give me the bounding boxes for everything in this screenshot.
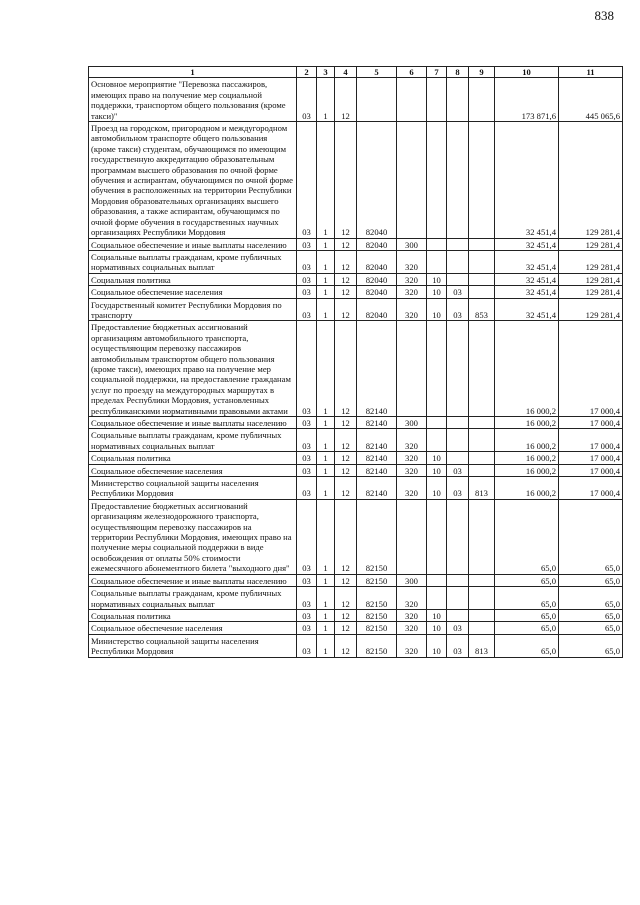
- amount-11: 65,0: [559, 622, 623, 634]
- code-5: [357, 78, 397, 122]
- code-8: [447, 250, 469, 273]
- code-6: 320: [397, 587, 427, 610]
- row-label: Социальные выплаты гражданам, кроме публичных нормативных социальных выплат: [89, 429, 297, 452]
- row-label: Проезд на городском, пригородном и междугородном автомобильном транспорте общего пользования (кроме такси) студентам, обучающимся по имеющим государственную аккредитацию образовательным программам высшего образования по очной форме обучения и аспирантам, обучающимся по очной форме обучения в расположенных на территории Республики Мордовия образовательных организациях высшего образования, а также аспирантам, обучающимся по очной форме обучения в государственных научных организациях Республики Мордовия: [89, 122, 297, 238]
- code-8: [447, 417, 469, 429]
- code-9: [469, 587, 495, 610]
- code-8: 03: [447, 634, 469, 657]
- amount-10: 173 871,6: [495, 78, 559, 122]
- code-7: 10: [427, 622, 447, 634]
- code-4: 12: [335, 464, 357, 476]
- code-4: 12: [335, 477, 357, 500]
- code-7: 10: [427, 464, 447, 476]
- code-6: 320: [397, 298, 427, 321]
- table-row: [89, 78, 623, 122]
- code-2: 03: [297, 609, 317, 621]
- code-7: 10: [427, 477, 447, 500]
- code-8: 03: [447, 477, 469, 500]
- code-5: 82150: [357, 634, 397, 657]
- amount-11: 17 000,4: [559, 464, 623, 476]
- code-7: [427, 238, 447, 250]
- code-3: 1: [317, 286, 335, 298]
- code-8: [447, 273, 469, 285]
- amount-11: 129 281,4: [559, 250, 623, 273]
- code-8: 03: [447, 298, 469, 321]
- amount-10: 65,0: [495, 499, 559, 574]
- table-row: [89, 417, 623, 429]
- code-7: [427, 250, 447, 273]
- code-7: [427, 78, 447, 122]
- code-4: 12: [335, 250, 357, 273]
- column-header: 3: [317, 67, 335, 78]
- row-label: Социальное обеспечение и иные выплаты населению: [89, 238, 297, 250]
- row-label: Предоставление бюджетных ассигнований организациям автомобильного транспорта, осуществляющим перевозку пассажиров автомобильным транспортом общего пользования (кроме такси), имеющих право на получение мер социальной поддержки, на предоставление гражданам услуг по проезду на междугородных маршрутах в пределах Республики Мордовия, установленных республиканскими нормативными правовыми актами: [89, 321, 297, 417]
- code-2: 03: [297, 238, 317, 250]
- code-3: 1: [317, 587, 335, 610]
- code-7: 10: [427, 298, 447, 321]
- code-5: 82140: [357, 464, 397, 476]
- code-3: 1: [317, 477, 335, 500]
- code-5: 82040: [357, 238, 397, 250]
- code-6: [397, 321, 427, 417]
- code-9: 813: [469, 477, 495, 500]
- column-header: 7: [427, 67, 447, 78]
- amount-10: 32 451,4: [495, 286, 559, 298]
- amount-11: 17 000,4: [559, 477, 623, 500]
- code-2: 03: [297, 587, 317, 610]
- code-9: [469, 417, 495, 429]
- row-label: Министерство социальной защиты населения Республики Мордовия: [89, 477, 297, 500]
- code-8: [447, 499, 469, 574]
- amount-10: 16 000,2: [495, 321, 559, 417]
- column-header: 8: [447, 67, 469, 78]
- code-9: [469, 609, 495, 621]
- code-3: 1: [317, 464, 335, 476]
- code-9: [469, 574, 495, 586]
- code-2: 03: [297, 634, 317, 657]
- amount-11: 17 000,4: [559, 417, 623, 429]
- amount-11: 445 065,6: [559, 78, 623, 122]
- code-6: 320: [397, 452, 427, 464]
- code-3: 1: [317, 321, 335, 417]
- code-6: 320: [397, 609, 427, 621]
- table-row: [89, 609, 623, 621]
- code-7: [427, 417, 447, 429]
- row-label: Социальное обеспечение населения: [89, 464, 297, 476]
- column-header: 2: [297, 67, 317, 78]
- table-row: [89, 622, 623, 634]
- code-6: 300: [397, 574, 427, 586]
- code-3: 1: [317, 78, 335, 122]
- code-8: [447, 574, 469, 586]
- code-6: 320: [397, 622, 427, 634]
- amount-10: 16 000,2: [495, 477, 559, 500]
- code-3: 1: [317, 452, 335, 464]
- amount-11: 65,0: [559, 499, 623, 574]
- code-6: 320: [397, 477, 427, 500]
- table-row: [89, 250, 623, 273]
- code-4: 12: [335, 609, 357, 621]
- code-2: 03: [297, 574, 317, 586]
- code-8: [447, 609, 469, 621]
- code-2: 03: [297, 286, 317, 298]
- code-2: 03: [297, 298, 317, 321]
- row-label: Предоставление бюджетных ассигнований организациям железнодорожного транспорта, осуществляющим перевозку пассажиров на территории Республики Мордовия, имеющих право на получение меры социальной поддержки в виде освобождения от оплаты 50% стоимости ежемесячного абонементного билета "выходного дня": [89, 499, 297, 574]
- code-6: 320: [397, 273, 427, 285]
- code-4: 12: [335, 417, 357, 429]
- row-label: Социальное обеспечение населения: [89, 286, 297, 298]
- code-9: [469, 321, 495, 417]
- code-6: 320: [397, 464, 427, 476]
- code-3: 1: [317, 634, 335, 657]
- amount-10: 16 000,2: [495, 452, 559, 464]
- code-2: 03: [297, 273, 317, 285]
- code-5: 82150: [357, 609, 397, 621]
- amount-11: 65,0: [559, 609, 623, 621]
- table-header-row: [89, 67, 623, 78]
- code-9: [469, 429, 495, 452]
- code-9: 813: [469, 634, 495, 657]
- row-label: Социальное обеспечение населения: [89, 622, 297, 634]
- code-7: [427, 574, 447, 586]
- code-7: [427, 321, 447, 417]
- page-number: 838: [594, 8, 614, 23]
- amount-11: 129 281,4: [559, 122, 623, 238]
- code-7: [427, 122, 447, 238]
- code-5: 82150: [357, 574, 397, 586]
- code-4: 12: [335, 574, 357, 586]
- code-4: 12: [335, 587, 357, 610]
- code-2: 03: [297, 622, 317, 634]
- code-8: 03: [447, 464, 469, 476]
- code-6: 320: [397, 634, 427, 657]
- code-4: 12: [335, 122, 357, 238]
- code-7: 10: [427, 273, 447, 285]
- column-header: 6: [397, 67, 427, 78]
- code-7: [427, 587, 447, 610]
- amount-11: 65,0: [559, 587, 623, 610]
- amount-10: 16 000,2: [495, 417, 559, 429]
- table-row: [89, 499, 623, 574]
- code-7: 10: [427, 634, 447, 657]
- code-4: 12: [335, 273, 357, 285]
- code-9: [469, 499, 495, 574]
- code-3: 1: [317, 122, 335, 238]
- code-3: 1: [317, 609, 335, 621]
- code-6: [397, 78, 427, 122]
- table-row: [89, 587, 623, 610]
- code-3: 1: [317, 499, 335, 574]
- code-5: 82150: [357, 587, 397, 610]
- row-label: Социальные выплаты гражданам, кроме публичных нормативных социальных выплат: [89, 587, 297, 610]
- table-row: [89, 238, 623, 250]
- code-2: 03: [297, 122, 317, 238]
- code-9: [469, 286, 495, 298]
- code-2: 03: [297, 417, 317, 429]
- table-row: [89, 298, 623, 321]
- amount-11: 17 000,4: [559, 452, 623, 464]
- code-6: 300: [397, 238, 427, 250]
- code-3: 1: [317, 250, 335, 273]
- code-5: 82150: [357, 622, 397, 634]
- amount-10: 32 451,4: [495, 273, 559, 285]
- code-9: [469, 122, 495, 238]
- column-header: 1: [89, 67, 297, 78]
- amount-11: 129 281,4: [559, 286, 623, 298]
- code-9: [469, 250, 495, 273]
- code-5: 82040: [357, 273, 397, 285]
- code-3: 1: [317, 417, 335, 429]
- table-row: [89, 452, 623, 464]
- code-8: [447, 587, 469, 610]
- code-5: 82150: [357, 499, 397, 574]
- code-4: 12: [335, 634, 357, 657]
- amount-10: 65,0: [495, 574, 559, 586]
- code-8: [447, 238, 469, 250]
- code-4: 12: [335, 429, 357, 452]
- row-label: Основное мероприятие "Перевозка пассажиров, имеющих право на получение мер социальной поддержки, транспортом общего пользования (кроме такси)": [89, 78, 297, 122]
- code-5: 82140: [357, 321, 397, 417]
- code-2: 03: [297, 499, 317, 574]
- table-row: [89, 286, 623, 298]
- code-5: 82040: [357, 250, 397, 273]
- code-6: [397, 122, 427, 238]
- column-header: 11: [559, 67, 623, 78]
- table-row: [89, 273, 623, 285]
- code-2: 03: [297, 321, 317, 417]
- code-9: [469, 464, 495, 476]
- code-8: [447, 452, 469, 464]
- code-4: 12: [335, 452, 357, 464]
- amount-11: 65,0: [559, 574, 623, 586]
- amount-11: 17 000,4: [559, 321, 623, 417]
- row-label: Социальные выплаты гражданам, кроме публичных нормативных социальных выплат: [89, 250, 297, 273]
- code-3: 1: [317, 298, 335, 321]
- column-header: 5: [357, 67, 397, 78]
- code-4: 12: [335, 499, 357, 574]
- code-8: [447, 78, 469, 122]
- amount-10: 16 000,2: [495, 429, 559, 452]
- code-4: 12: [335, 78, 357, 122]
- code-5: 82040: [357, 286, 397, 298]
- row-label: Социальная политика: [89, 609, 297, 621]
- code-3: 1: [317, 273, 335, 285]
- amount-10: 65,0: [495, 634, 559, 657]
- amount-10: 65,0: [495, 622, 559, 634]
- row-label: Социальная политика: [89, 273, 297, 285]
- code-7: 10: [427, 286, 447, 298]
- table-row: [89, 464, 623, 476]
- row-label: Государственный комитет Республики Мордовия по транспорту: [89, 298, 297, 321]
- amount-11: 129 281,4: [559, 238, 623, 250]
- code-4: 12: [335, 238, 357, 250]
- code-6: 320: [397, 250, 427, 273]
- table-row: [89, 122, 623, 238]
- code-9: [469, 622, 495, 634]
- code-8: 03: [447, 286, 469, 298]
- code-9: 853: [469, 298, 495, 321]
- amount-10: 32 451,4: [495, 250, 559, 273]
- amount-11: 129 281,4: [559, 273, 623, 285]
- code-2: 03: [297, 452, 317, 464]
- code-9: [469, 238, 495, 250]
- code-3: 1: [317, 574, 335, 586]
- row-label: Социальное обеспечение и иные выплаты населению: [89, 417, 297, 429]
- code-5: 82040: [357, 298, 397, 321]
- code-8: 03: [447, 622, 469, 634]
- code-2: 03: [297, 477, 317, 500]
- column-header: 10: [495, 67, 559, 78]
- code-5: 82040: [357, 122, 397, 238]
- amount-10: 65,0: [495, 587, 559, 610]
- budget-table: [88, 66, 623, 658]
- code-2: 03: [297, 78, 317, 122]
- code-6: 320: [397, 429, 427, 452]
- code-7: [427, 429, 447, 452]
- row-label: Социальная политика: [89, 452, 297, 464]
- amount-10: 32 451,4: [495, 298, 559, 321]
- table-row: [89, 634, 623, 657]
- code-9: [469, 452, 495, 464]
- code-3: 1: [317, 238, 335, 250]
- amount-10: 32 451,4: [495, 122, 559, 238]
- code-5: 82140: [357, 477, 397, 500]
- code-5: 82140: [357, 417, 397, 429]
- code-7: [427, 499, 447, 574]
- row-label: Социальное обеспечение и иные выплаты населению: [89, 574, 297, 586]
- code-4: 12: [335, 298, 357, 321]
- code-5: 82140: [357, 452, 397, 464]
- code-4: 12: [335, 622, 357, 634]
- code-2: 03: [297, 429, 317, 452]
- column-header: 9: [469, 67, 495, 78]
- row-label: Министерство социальной защиты населения Республики Мордовия: [89, 634, 297, 657]
- code-4: 12: [335, 321, 357, 417]
- code-2: 03: [297, 464, 317, 476]
- code-9: [469, 273, 495, 285]
- code-4: 12: [335, 286, 357, 298]
- table-row: [89, 321, 623, 417]
- column-header: 4: [335, 67, 357, 78]
- code-8: [447, 321, 469, 417]
- amount-10: 65,0: [495, 609, 559, 621]
- amount-10: 16 000,2: [495, 464, 559, 476]
- code-8: [447, 122, 469, 238]
- code-2: 03: [297, 250, 317, 273]
- code-7: 10: [427, 452, 447, 464]
- code-5: 82140: [357, 429, 397, 452]
- table-row: [89, 477, 623, 500]
- amount-11: 65,0: [559, 634, 623, 657]
- table-row: [89, 429, 623, 452]
- code-6: [397, 499, 427, 574]
- code-9: [469, 78, 495, 122]
- code-6: 300: [397, 417, 427, 429]
- code-7: 10: [427, 609, 447, 621]
- code-8: [447, 429, 469, 452]
- amount-11: 129 281,4: [559, 298, 623, 321]
- code-3: 1: [317, 429, 335, 452]
- code-3: 1: [317, 622, 335, 634]
- code-6: 320: [397, 286, 427, 298]
- amount-11: 17 000,4: [559, 429, 623, 452]
- table-row: [89, 574, 623, 586]
- amount-10: 32 451,4: [495, 238, 559, 250]
